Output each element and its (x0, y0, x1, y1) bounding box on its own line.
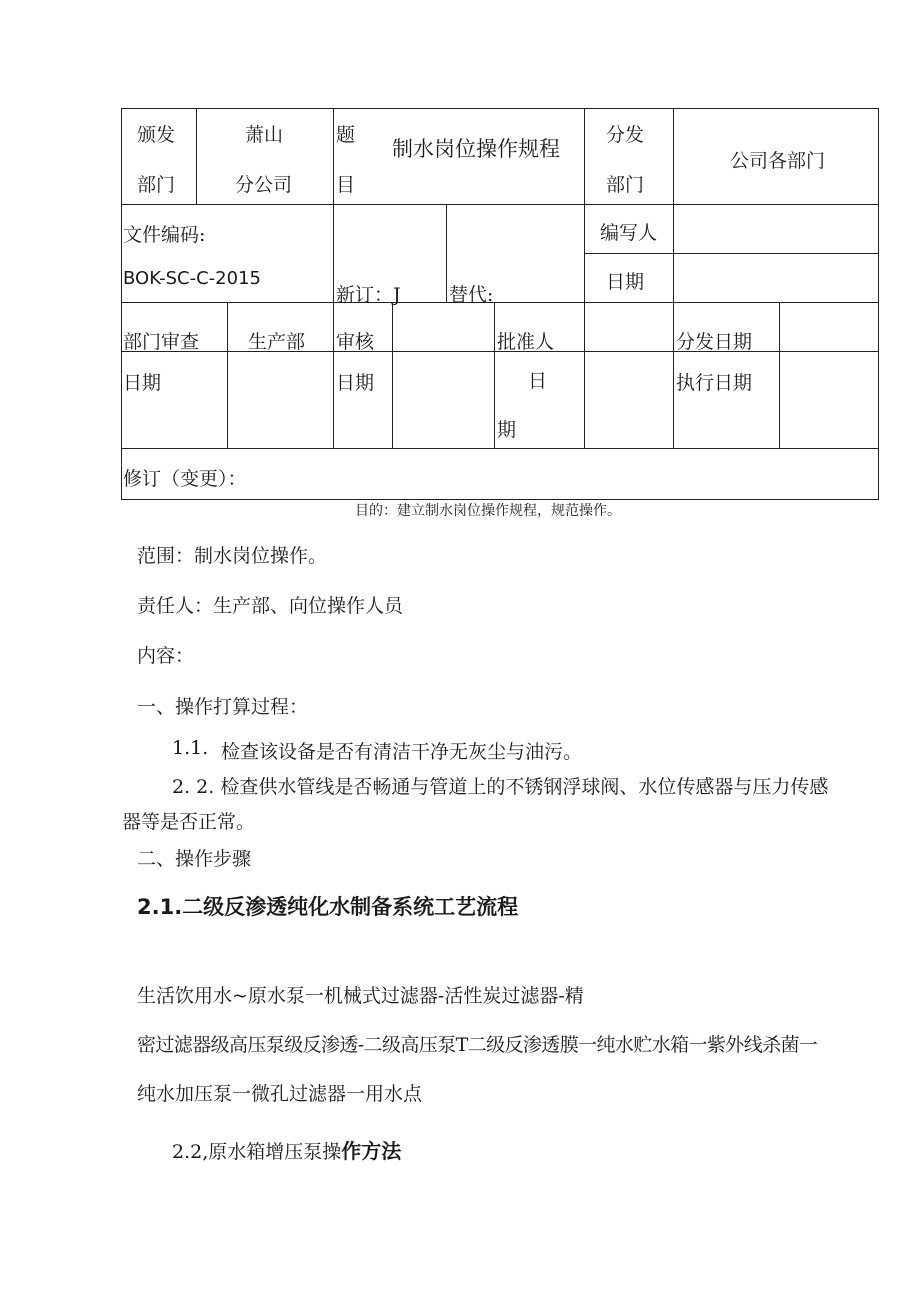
issue-dept-label-2: 部门 (137, 174, 176, 196)
subsection-2-2-heading (172, 1135, 401, 1164)
writer-label: 编写人 (600, 222, 658, 244)
item-1-2-line-2: 器等是否正常。 (122, 811, 256, 833)
replaces-label: 替代: (449, 284, 494, 306)
production-dept-value: 生产部 (248, 331, 306, 353)
dist-dept-value: 公司各部门 (730, 150, 826, 172)
process-flow-line-2: 密过滤器级高压泵级反渗透-二级高压泵T二级反渗透膜一纯水贮水箱一紫外线杀菌一 (137, 1034, 818, 1056)
document-title: 制水岗位操作规程 (392, 137, 560, 161)
new-revision-label: 新订：J (336, 284, 401, 306)
scope-line: 范围：制水岗位操作。 (137, 545, 328, 567)
process-flow-line-3: 纯水加压泵一微孔过滤器一用水点 (137, 1083, 423, 1105)
subsection-2-2-suffix: 作方法 (341, 1139, 402, 1163)
subsection-2-1-heading: 2.1.二级反渗透纯化水制备系统工艺流程 (137, 895, 519, 919)
dist-dept-label-2: 部门 (606, 174, 645, 196)
issuer-value-2: 分公司 (235, 174, 293, 196)
file-code-value: BOK-SC-C-2015 (123, 268, 261, 289)
approver-label: 批准人 (497, 331, 555, 353)
exec-date-label: 执行日期 (676, 372, 753, 394)
revision-label: 修订（变更）： (123, 468, 247, 490)
item-1-1-text: 检查该设备是否有清洁干净无灰尘与油污。 (221, 741, 583, 763)
purpose-line: 目的：建立制水岗位操作规程，规范操作。 (355, 503, 621, 519)
approve-date-label-2: 期 (497, 419, 517, 441)
audit-label: 审核 (336, 331, 375, 353)
subject-label-1: 题 (336, 124, 356, 146)
section-2-heading: 二、操作步骤 (137, 848, 252, 870)
item-1-2-line-1: 2. 2. 检查供水管线是否畅通与管道上的不锈钢浮球阀、水位传感器与压力传感 (172, 776, 829, 798)
file-code-label: 文件编码: (123, 224, 206, 246)
issue-dept-label-1: 颁发 (137, 124, 176, 146)
content-heading: 内容： (137, 645, 195, 667)
dist-date-label: 分发日期 (676, 331, 753, 353)
dept-review-label: 部门审查 (123, 331, 200, 353)
writer-date-label: 日期 (606, 271, 645, 293)
responsible-line: 责任人：生产部、向位操作人员 (137, 595, 404, 617)
audit-date-label: 日期 (336, 372, 375, 394)
review-date-label: 日期 (123, 372, 162, 394)
subject-label-2: 目 (336, 174, 356, 196)
section-1-heading: 一、操作打算过程： (137, 696, 309, 718)
item-1-1-number: 1.1. (172, 737, 209, 759)
process-flow-line-1: 生活饮用水~原水泵一机械式过滤器-活性炭过滤器-精 (137, 985, 584, 1007)
approve-date-label-1: 日 (528, 370, 548, 392)
dist-dept-label-1: 分发 (606, 124, 645, 146)
issuer-value-1: 萧山 (245, 124, 284, 146)
subsection-2-2-prefix: 2.2,原水箱增压泵操 (172, 1141, 342, 1163)
